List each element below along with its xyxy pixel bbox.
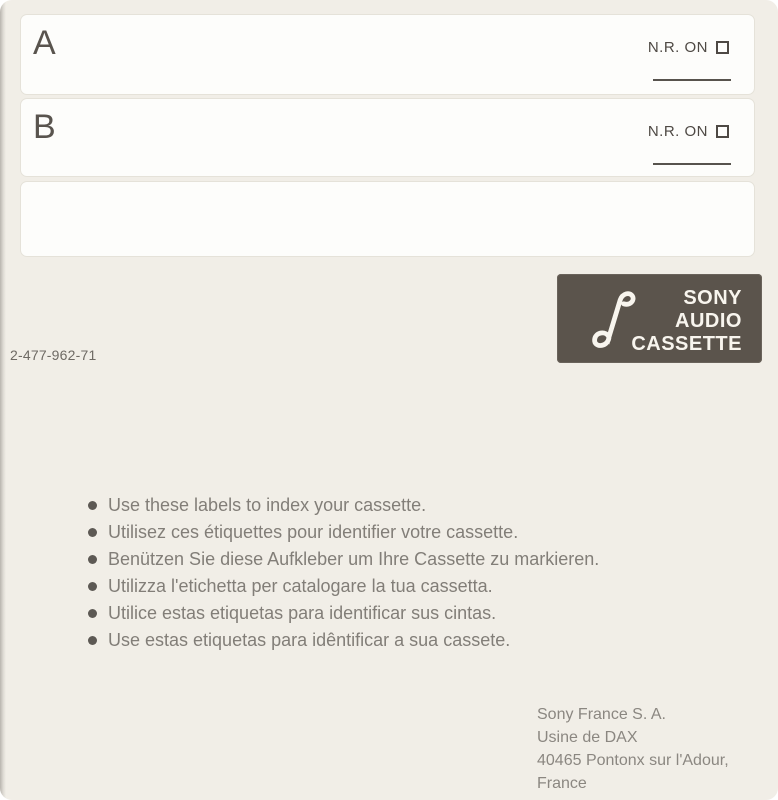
instruction-text: Use these labels to index your cassette. (108, 495, 427, 515)
instruction-item-pt (88, 627, 599, 654)
side-a-letter: A (33, 24, 56, 62)
bullet-icon (88, 636, 97, 645)
instruction-text: Use estas etiquetas para idêntificar a sua cassete. (108, 630, 511, 650)
instruction-text: Utilizza l'etichetta per catalogare la tua cassetta. (108, 576, 493, 596)
sony-audio-cassette-badge (557, 274, 762, 363)
nr-on-label: N.R. ON (647, 39, 708, 56)
badge-line: CASSETTE (631, 333, 742, 355)
instruction-item-fr (88, 519, 599, 546)
manufacturer-line: Usine de DAX (537, 729, 638, 746)
nr-on-field-a (648, 39, 729, 56)
nr-on-field-b (648, 123, 729, 140)
part-number: 2-477-962-71 (10, 347, 97, 363)
nr-on-label: N.R. ON (647, 123, 708, 140)
bullet-icon (88, 582, 97, 591)
instruction-item-de (88, 546, 599, 573)
instruction-text: Utilice estas etiquetas para identificar sus cintas. (108, 603, 497, 623)
bullet-icon (88, 555, 97, 564)
instruction-item-it (88, 573, 599, 600)
instruction-item-en (88, 492, 599, 519)
manufacturer-address (537, 703, 778, 795)
instruction-text: Utilisez ces étiquettes pour identifier votre cassette. (108, 522, 519, 542)
instructions-list (88, 492, 599, 654)
label-strip-blank (20, 181, 755, 257)
manufacturer-line: 40465 Pontonx sur l'Adour, France (537, 752, 729, 792)
label-strip-side-b (20, 98, 755, 177)
instruction-text: Benützen Sie diese Aufkleber um Ihre Cassette zu markieren. (108, 549, 600, 569)
bullet-icon (88, 528, 97, 537)
badge-line: AUDIO (675, 310, 742, 332)
badge-wordmark (631, 287, 742, 356)
side-b-letter: B (33, 108, 56, 146)
scan-edge-shadow (0, 0, 6, 800)
bullet-icon (88, 609, 97, 618)
title-underline (653, 163, 731, 165)
instruction-item-es (88, 600, 599, 627)
nr-on-checkbox (716, 41, 729, 54)
nr-on-checkbox (716, 125, 729, 138)
badge-line: SONY (683, 287, 742, 309)
bullet-icon (88, 501, 97, 510)
title-underline (653, 79, 731, 81)
manufacturer-line: Sony France S. A. (537, 706, 666, 723)
label-strip-side-a (20, 14, 755, 95)
